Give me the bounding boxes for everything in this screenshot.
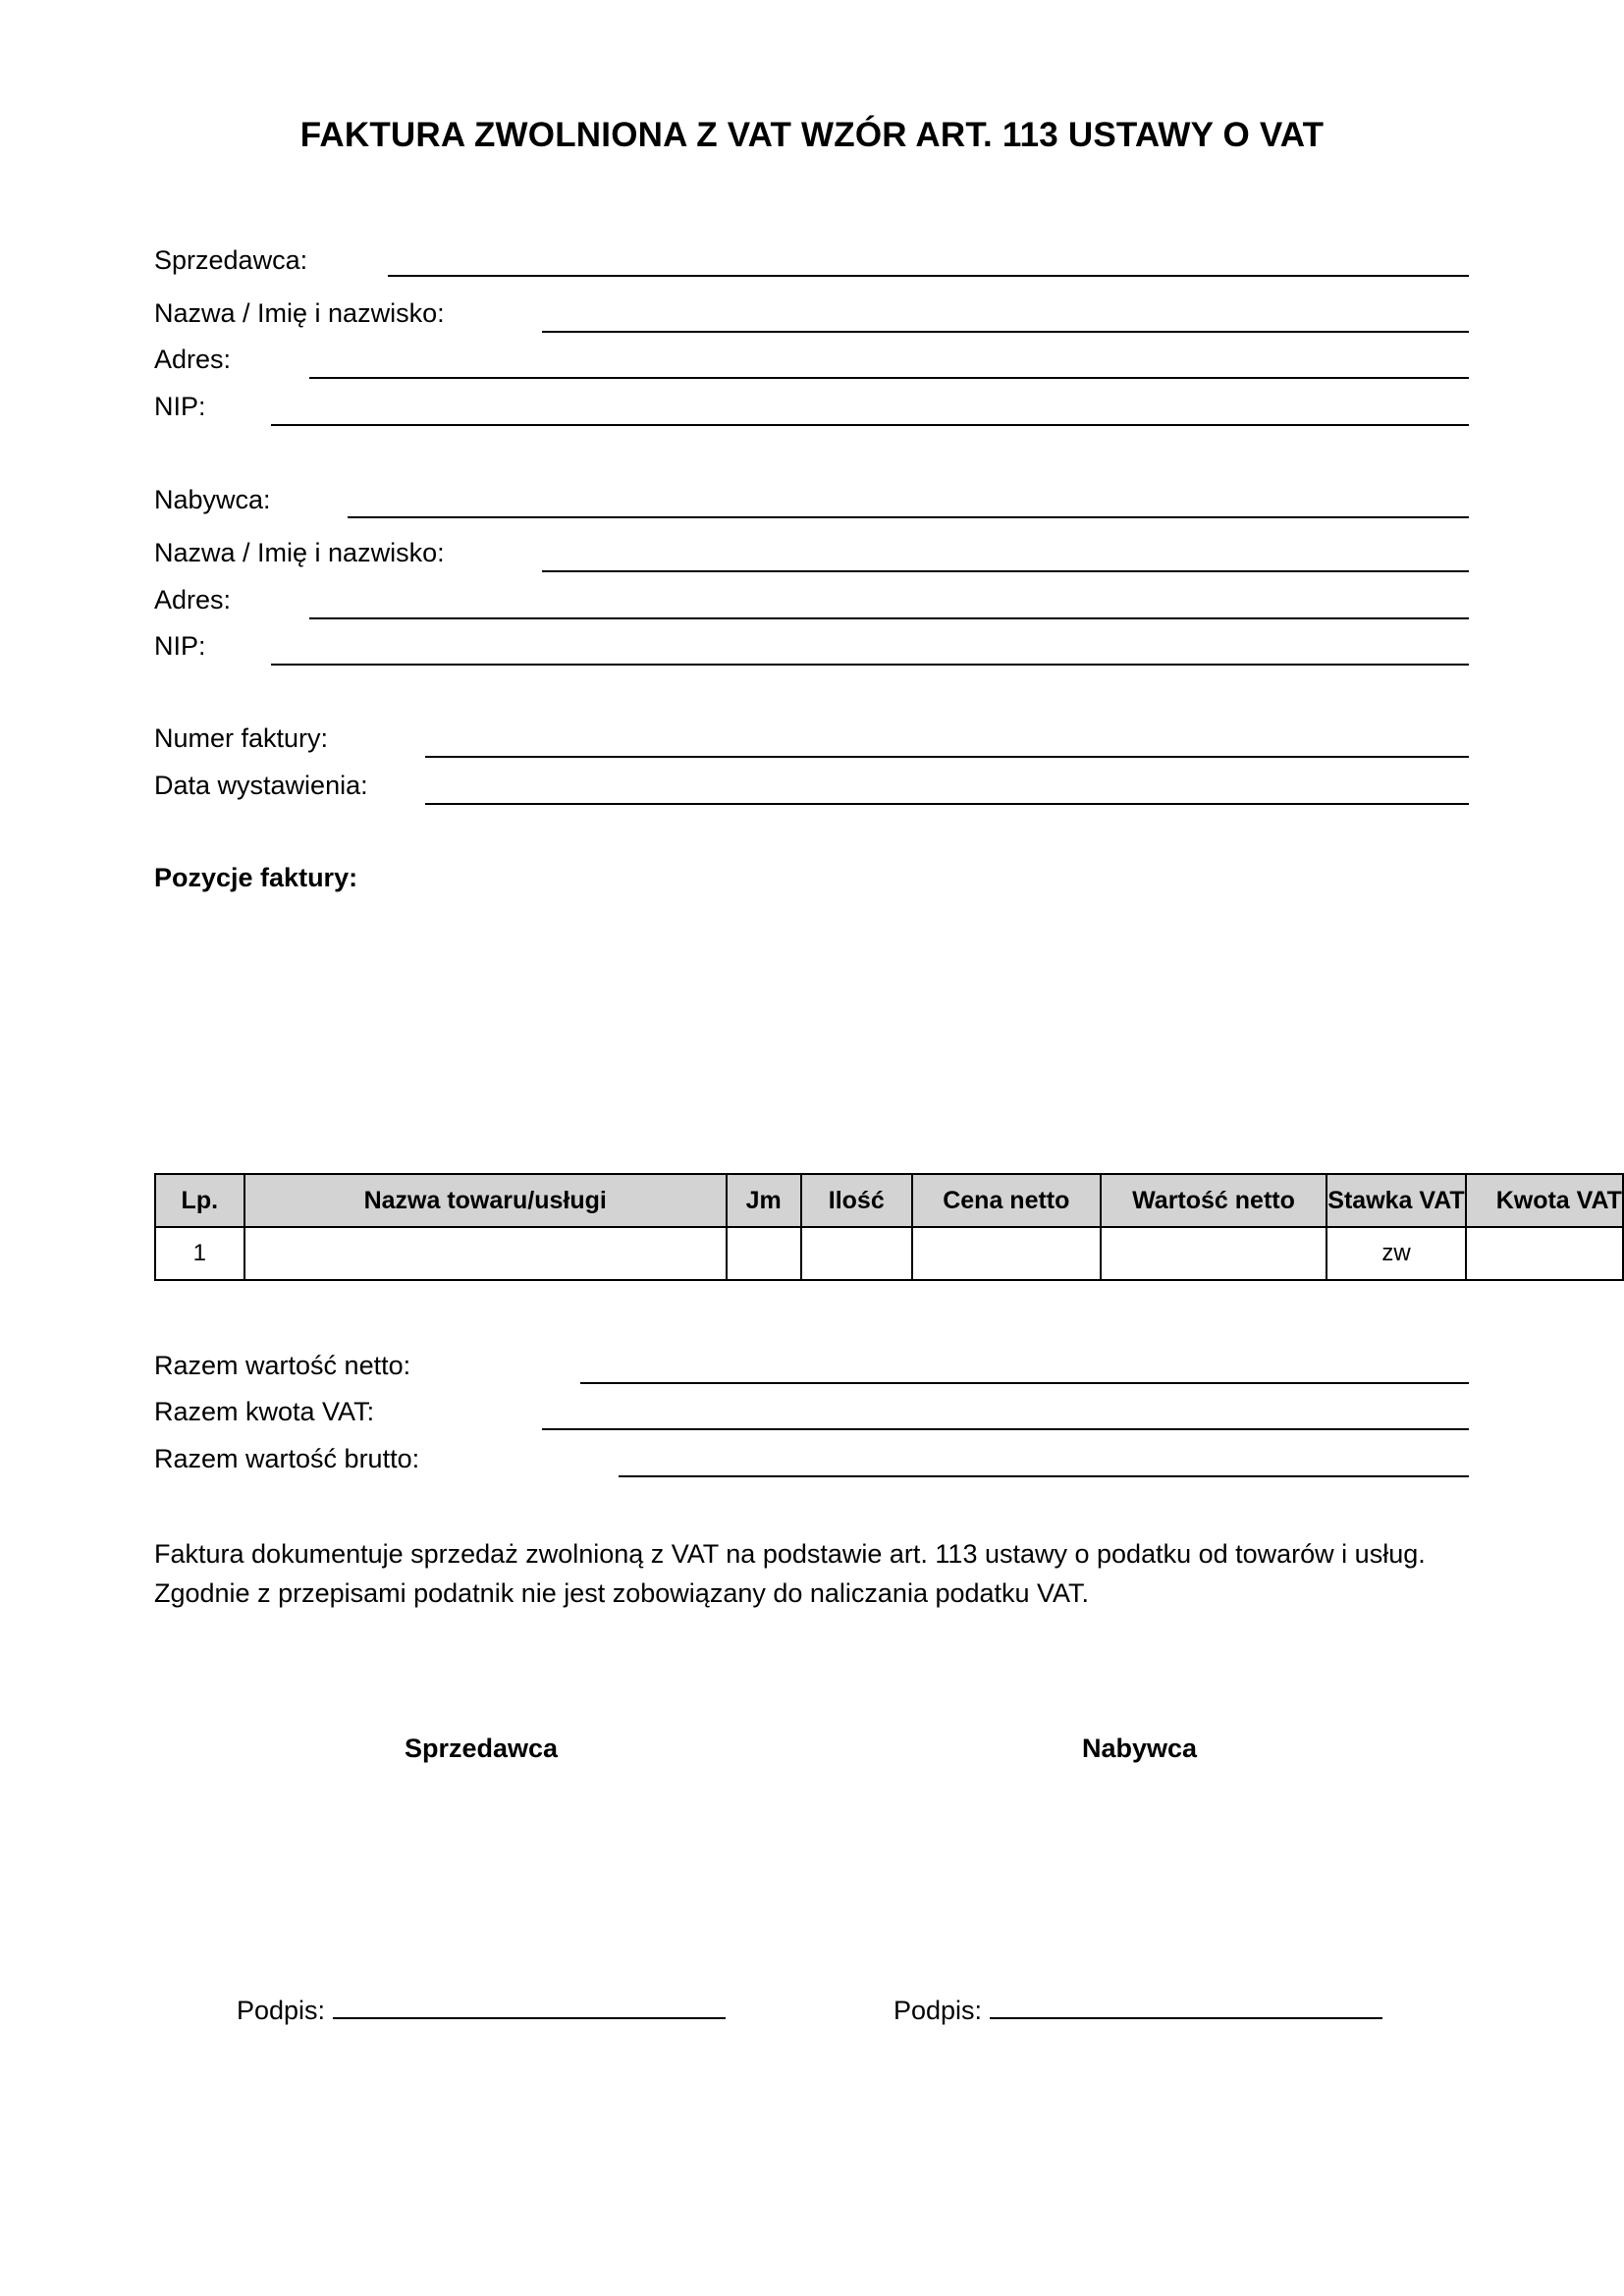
buyer-signature-label: Podpis: <box>893 1996 983 2025</box>
seller-signature-heading: Sprzedawca <box>405 1734 559 1763</box>
buyer-heading-field[interactable] <box>348 516 1469 518</box>
buyer-nip-label: NIP: <box>154 631 206 661</box>
buyer-signature-heading: Nabywca <box>1082 1734 1198 1763</box>
buyer-nip-field[interactable] <box>271 664 1469 666</box>
cell-lp: 1 <box>155 1227 244 1280</box>
seller-address-field[interactable] <box>309 377 1469 379</box>
invoice-number-field[interactable] <box>425 756 1469 758</box>
seller-heading: Sprzedawca: <box>154 245 308 275</box>
col-header-vat-amount: Kwota VAT <box>1466 1174 1623 1227</box>
buyer-signature-line <box>893 1996 1382 2026</box>
seller-nip-field[interactable] <box>271 424 1469 426</box>
col-header-item-name: Nazwa towaru/usługi <box>244 1174 727 1227</box>
cell-unit[interactable] <box>727 1227 801 1280</box>
document-title: FAKTURA ZWOLNIONA Z VAT WZÓR ART. 113 USTAWY O VAT <box>299 116 1325 154</box>
invoice-date-label: Data wystawienia: <box>154 771 368 800</box>
total-vat-field[interactable] <box>542 1428 1469 1430</box>
cell-net-price[interactable] <box>912 1227 1101 1280</box>
col-header-lp: Lp. <box>155 1174 244 1227</box>
total-gross-label: Razem wartość brutto: <box>154 1444 420 1473</box>
total-vat-label: Razem kwota VAT: <box>154 1397 375 1426</box>
seller-nip-label: NIP: <box>154 392 206 421</box>
seller-name-field[interactable] <box>542 331 1469 333</box>
cell-vat-amount[interactable] <box>1466 1227 1623 1280</box>
seller-signature-line <box>237 1996 726 2026</box>
seller-signature-field[interactable] <box>333 2013 726 2019</box>
col-header-quantity: Ilość <box>801 1174 912 1227</box>
cell-net-value[interactable] <box>1101 1227 1327 1280</box>
invoice-number-label: Numer faktury: <box>154 723 329 753</box>
cell-quantity[interactable] <box>801 1227 912 1280</box>
total-net-label: Razem wartość netto: <box>154 1351 411 1380</box>
seller-heading-field[interactable] <box>388 275 1469 277</box>
seller-name-label: Nazwa / Imię i nazwisko: <box>154 298 445 328</box>
seller-address-label: Adres: <box>154 345 232 374</box>
exemption-note: Faktura dokumentuje sprzedaż zwolnioną z VAT na podstawie art. 113 ustawy o podatku od towarów i usług. Zgodnie z przepisami podatnik nie jest zobowiązany do naliczania podatku VAT. <box>154 1539 1426 1608</box>
total-net-field[interactable] <box>580 1382 1469 1384</box>
col-header-vat-rate: Stawka VAT <box>1326 1174 1465 1227</box>
items-table <box>154 1173 1624 1281</box>
cell-vat-rate: zw <box>1326 1227 1465 1280</box>
seller-signature-label: Podpis: <box>237 1996 326 2025</box>
col-header-unit: Jm <box>727 1174 801 1227</box>
table-row <box>155 1227 1623 1280</box>
buyer-name-field[interactable] <box>542 570 1469 572</box>
table-header-row <box>155 1174 1623 1227</box>
col-header-net-price: Cena netto <box>912 1174 1101 1227</box>
buyer-address-label: Adres: <box>154 585 232 614</box>
buyer-heading: Nabywca: <box>154 485 271 514</box>
cell-item-name[interactable] <box>244 1227 727 1280</box>
items-heading: Pozycje faktury: <box>154 863 358 892</box>
buyer-address-field[interactable] <box>309 617 1469 619</box>
buyer-signature-field[interactable] <box>990 2013 1382 2019</box>
col-header-net-value: Wartość netto <box>1101 1174 1327 1227</box>
total-gross-field[interactable] <box>619 1475 1469 1477</box>
invoice-date-field[interactable] <box>425 803 1469 805</box>
buyer-name-label: Nazwa / Imię i nazwisko: <box>154 538 445 567</box>
